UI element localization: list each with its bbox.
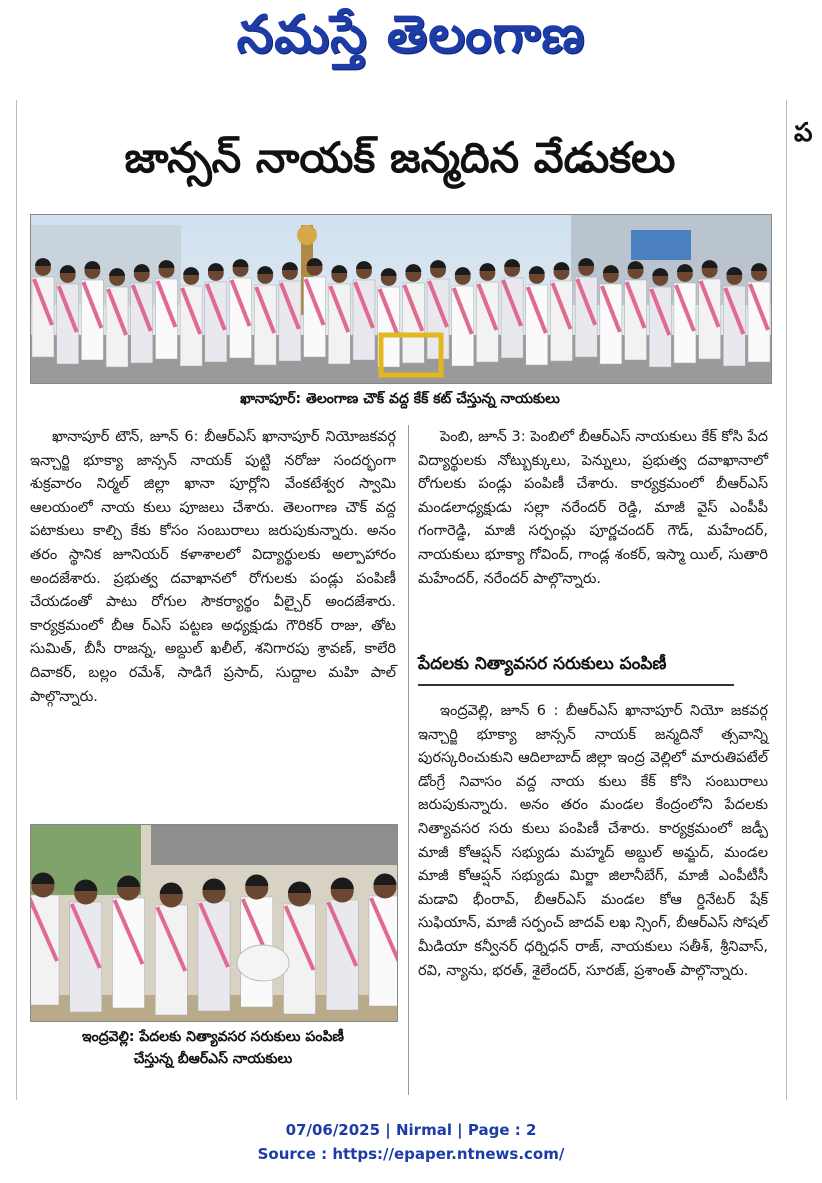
- article-column-2: [418, 426, 768, 591]
- column-1-body: ఖానాపూర్ టౌన్, జూన్ 6: బీఆర్ఎస్ ఖానాపూర్ నియోజకవర్గ ఇన్చార్జి భూక్యా జాన్సన్ నాయక్ పుట్టి నరోజు సందర్భంగా శుక్రవారం నిర్మల్ జిల్లా ఖానా పూర్లోని వేంకటేశ్వర స్వామి ఆలయంలో నాయ కులు పూజలు చేశారు. తెలంగాణ చౌక్ వద్ద పటాకులు కాల్చి కేకు కోసం సంబురాలు జరుపుకున్నారు. అనం తరం స్థానిక జూనియర్ కళాశాలలో విద్యార్థులకు అల్పాహారం అందజేశారు. ప్రభుత్వ దవాఖానలో రోగులకు పండ్లు పంపిణీ చేయడంతో పాటు రోగుల సౌకర్యార్థం వీల్చైర్ అందజేశారు. కార్యక్రమంలో బీఆ ర్ఎస్ పట్టణ అధ్యక్షుడు గౌరికర్ రాజు, తోట సుమిత్, బీసీ రాజన్న, అబ్దుల్ ఖలీల్, శనిగారపు శ్రావణ్, కాలేరి దివాకర్, బల్లం రమేశ్, సాడిగే ప్రసాద్, సుద్దాల మహి పాల్ పాల్గొన్నారు.: [30, 429, 396, 705]
- photo1-caption-label: ఖానాపూర్:: [240, 391, 302, 407]
- page-border: [786, 100, 787, 1100]
- photo1-caption: [30, 388, 770, 410]
- adjacent-article-strip: [788, 108, 822, 1098]
- page-border: [16, 100, 17, 1100]
- photo2-caption-line1: ఇంద్రవెల్లి: పేదలకు నిత్యావసర సరుకులు పంపిణీ: [82, 1029, 344, 1045]
- footer-source: Source : https://epaper.ntnews.com/: [257, 1145, 565, 1163]
- column-2-body: పెంబి, జూన్ 3: పెంబిలో బీఆర్ఎస్ నాయకులు కేక్ కోసి పేద విద్యార్థులకు నోట్బుక్కులు, పెన్నులు, ప్రభుత్వ దవాఖానాలో రోగులకు పండ్లు పంపిణీ చేశారు. కార్యక్రమంలో బీఆర్ఎస్ మండలాధ్యక్షుడు సల్లా నరేందర్ రెడ్డి, మాజీ వైస్ ఎంపీపీ గంగారెడ్డి, మాజీ సర్పంచ్లు పూర్ణచందర్ గౌడ్, మహేందర్, నాయకులు భూక్యా గోవింద్, గాండ్ల శంకర్, ఇస్మా యిల్, సుతారి మహేందర్, నరేందర్ పాల్గొన్నారు.: [418, 429, 768, 587]
- article-column-2b: [418, 700, 768, 983]
- masthead: [0, 0, 822, 82]
- article-headline: జాన్సన్ నాయక్ జన్మదిన వేడుకలు: [124, 133, 676, 182]
- group-photo-distribution: [30, 824, 398, 1022]
- column-2-body-2: ఇంద్రవెల్లి, జూన్ 6 : బీఆర్ఎస్ ఖానాపూర్ నియో జకవర్గ ఇన్చార్జి భూక్యా జాన్సన్ నాయక్ జన్మదినో త్సవాన్ని పురస్కరించుకుని ఆదిలాబాద్ జిల్లా ఇంద్ర వెల్లిలో మారుతిపటేల్ డోంగ్రే నివాసం వద్ద నాయ కులు కేక్ కోసి సంబురాలు జరుపుకున్నారు. అనం తరం మండల కేంద్రంలోని పేదలకు నిత్యావసర సరు కులు పంపిణీ చేశారు. కార్యక్రమంలో జడ్పీ మాజీ కోఆప్షన్ సభ్యుడు మహ్మద్ అబ్దుల్ అమ్జద్, మండల మాజీ కోఆప్షన్ సభ్యుడు మిర్జా జిలానీబేగ్, మాజీ ఎంపీటీసీ మడావి భీంరావ్, బీఆర్ఎస్ మండల కోఆ ర్డినేటర్ షేక్ సుఫియాన్, మాజీ సర్పంచ్ జాదవ్ లఖ న్సింగ్, బీఆర్ఎస్ సోషల్ మీడియా కన్వీనర్ ధర్నిధన్ రాజ్, నాయకులు సతీశ్, శ్రీనివాస్, రవి, న్యాను, భరత్, శైలేందర్, సూరజ్, ప్రశాంత్ పాల్గొన్నారు.: [418, 703, 768, 979]
- group-photo-cake-cutting: [30, 214, 772, 384]
- article-subhead: పేదలకు నిత్యావసర సరుకులు పంపిణీ: [418, 654, 734, 686]
- article-column-1: [30, 426, 396, 709]
- masthead-title: నమస్తే తెలంగాణ: [236, 4, 586, 65]
- footer-date-edition: 07/06/2025 | Nirmal | Page : 2: [285, 1121, 537, 1139]
- photo2-caption-line2: చేస్తున్న బీఆర్ఎస్ నాయకులు: [133, 1051, 293, 1067]
- page-footer: [0, 1118, 822, 1166]
- adjacent-headline-fragment: ప: [794, 118, 813, 148]
- photo2-caption: [30, 1026, 396, 1070]
- column-divider: [408, 425, 409, 1095]
- photo1-caption-text: తెలంగాణ చౌక్ వద్ద కేక్ కట్ చేస్తున్న నాయకులు: [305, 391, 560, 407]
